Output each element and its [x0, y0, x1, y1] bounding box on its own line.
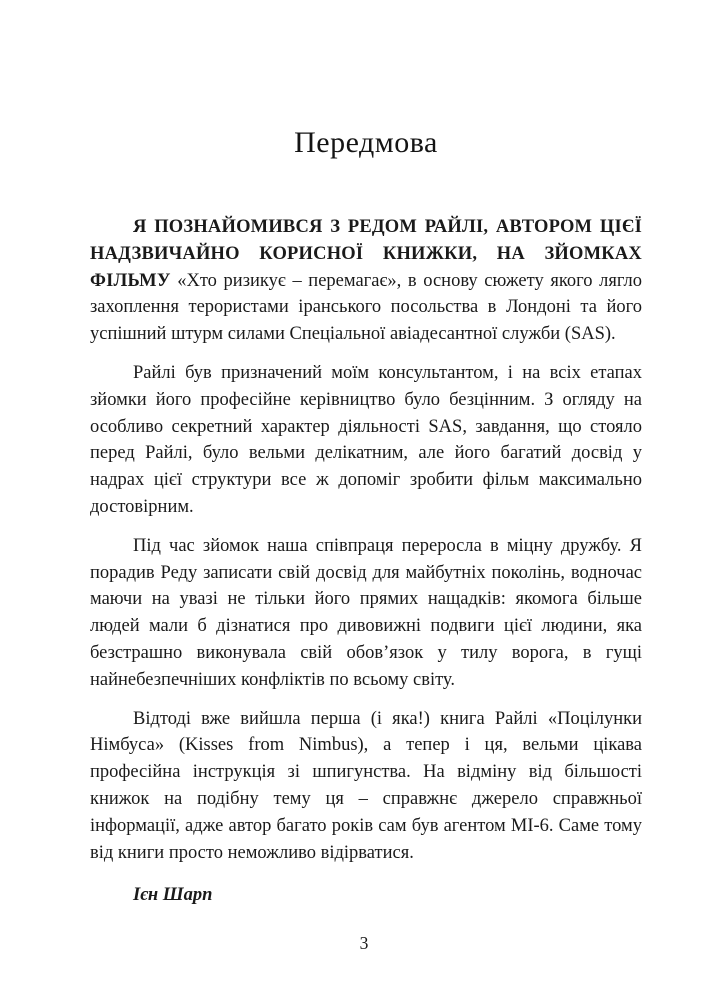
paragraph-1: [90, 214, 642, 348]
chapter-title: Передмова: [294, 126, 438, 159]
paragraph-1-bold-lead: Я ПОЗНАЙОМИВСЯ З РЕДОМ РАЙЛІ, АВТОРОМ ЦІЄЇ НАДЗВИЧАЙНО КОРИСНОЇ КНИЖКИ, НА ЗЙОМКАХ ФІЛЬМУ: [90, 217, 642, 291]
author-signature: Ієн Шарп: [133, 885, 213, 906]
page-number: 3: [359, 933, 369, 953]
paragraph-3: Під час зйомок наша співпраця переросла в міцну дружбу. Я порадив Реду записати свій досвід для майбутніх поколінь, водночас маючи на увазі не тільки його прямих нащадків: якомога більше людей мали б дізнатися про дивовижні подвиги цієї людини, яка безстрашно виконувала свій обов’язок у тилу ворога, в гущі найнебезпечніших конфліктів по всьому світу.: [90, 535, 642, 690]
paragraph-2: Райлі був призначений моїм консультантом, і на всіх етапах зйомки його професійне керівництво було безцінним. З огляду на особливо секретний характер діяльності SAS, завдання, що стояло перед Райлі, було вельми делікатним, але його багатий досвід у надрах цієї структури все ж допоміг зробити фільм максимально достовірним.: [90, 362, 642, 517]
paragraph-1-body: «Хто ризикує – перемагає», в основу сюжету якого лягло захоплення терористами іранського посольства в Лондоні та його успішний штурм силами Спеціальної авіадесантної служби (SAS).: [90, 270, 642, 345]
paragraph-4: Відтоді вже вийшла перша (і яка!) книга Райлі «Поцілунки Німбуса» (Kisses from Nimbus), а тепер і ця, вельми цікава професійна інструкція зі шпигунства. На відміну від більшості книжок на подібну тему ця – справжнє джерело справжньої інформації, адже автор багато років сам був агентом МІ-6. Саме тому від книги просто неможливо відірватися.: [90, 708, 642, 863]
